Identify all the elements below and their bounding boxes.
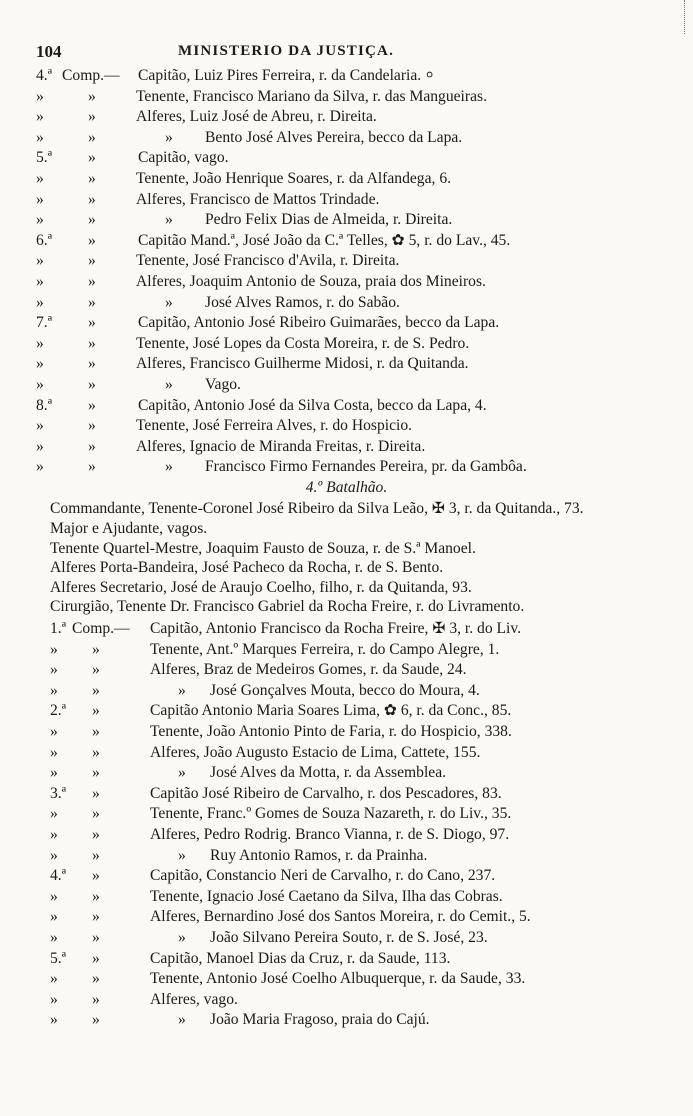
page-header [0, 42, 693, 64]
officer-entry: Tenente, José Francisco d'Avila, r. Direita. [136, 252, 400, 270]
company-number: 1.ª [50, 620, 66, 638]
roster-row [0, 722, 693, 743]
company-number: » [50, 764, 58, 782]
company-number: » [36, 375, 44, 393]
company-label: » [88, 355, 96, 373]
ditto-mark: » [165, 458, 173, 476]
officer-entry: Capitão, Constancio Neri de Carvalho, r. do Cano, 237. [150, 867, 496, 885]
ditto-mark: » [165, 211, 173, 229]
company-label: » [92, 784, 100, 802]
company-label: » [88, 396, 96, 414]
officer-entry: Tenente, João Henrique Soares, r. da Alfandega, 6. [136, 169, 452, 187]
roster-row [0, 375, 693, 396]
officer-entry: Alferes, vago. [150, 990, 238, 1008]
officer-entry: Alferes, Joaquim Antonio de Souza, praia dos Mineiros. [136, 272, 486, 290]
company-number: » [50, 640, 58, 658]
company-number: » [50, 887, 58, 905]
company-number: 2.ª [50, 702, 66, 720]
officer-entry: Tenente, João Antonio Pinto de Faria, r. do Hospicio, 338. [150, 723, 512, 740]
officer-entry: José Gonçalves Mouta, becco do Moura, 4. [210, 681, 480, 699]
company-label: » [92, 805, 100, 823]
company-number: » [50, 970, 58, 988]
battalion-heading-row [0, 478, 693, 499]
roster-row [0, 1010, 693, 1031]
company-number: 4.ª [50, 867, 66, 885]
officer-entry: Capitão José Ribeiro de Carvalho, r. dos Pescadores, 83. [150, 784, 502, 802]
company-label: » [88, 231, 96, 249]
officer-entry: Capitão, Luiz Pires Ferreira, r. da Candelaria. ⸰ [138, 67, 435, 84]
company-label: » [88, 272, 96, 290]
roster-row [0, 907, 693, 928]
roster-row [0, 107, 693, 128]
company-label: Comp.— [72, 620, 130, 638]
roster-row [0, 416, 693, 437]
staff-entry: Alferes Secretario, José de Araujo Coelho, filho, r. da Quitanda, 93. [50, 578, 472, 596]
ditto-mark: » [165, 293, 173, 311]
roster-row [0, 866, 693, 887]
roster-row [0, 396, 693, 417]
company-label: » [92, 887, 100, 905]
company-label: » [92, 764, 100, 782]
roster-row [0, 825, 693, 846]
officer-entry: Capitão, Antonio Francisco da Rocha Freire, ✠ 3, r. do Liv. [150, 620, 522, 638]
company-label: » [88, 169, 96, 187]
company-number: » [50, 825, 58, 843]
roster-row [0, 784, 693, 805]
staff-entry: Major e Ajudante, vagos. [50, 520, 208, 538]
roster-row [0, 334, 693, 355]
officer-entry: Capitão, Antonio José Ribeiro Guimarães, becco da Lapa. [138, 314, 500, 332]
officer-entry: Vago. [205, 375, 241, 393]
roster-row [0, 763, 693, 784]
officer-entry: Ruy Antonio Ramos, r. da Prainha. [210, 846, 428, 864]
officer-entry: Capitão Mand.ª, José João da C.ª Telles, ✿ 5, r. do Lav., 45. [138, 231, 511, 249]
roster-row [0, 190, 693, 211]
roster-row [0, 87, 693, 108]
company-number: » [36, 252, 44, 270]
company-label: » [88, 375, 96, 393]
company-label: » [92, 1011, 100, 1029]
company-label: » [92, 723, 100, 740]
officer-entry: Tenente, Antonio José Coelho Albuquerque, r. da Saude, 33. [150, 970, 526, 988]
company-number: » [50, 908, 58, 926]
company-number: » [50, 681, 58, 699]
company-number: » [36, 437, 44, 455]
margin-marks [684, 0, 691, 34]
roster-row [0, 743, 693, 764]
roster-row [0, 949, 693, 970]
roster [0, 66, 693, 1031]
company-label: » [88, 334, 96, 352]
company-number: 3.ª [50, 784, 66, 802]
company-number: » [36, 458, 44, 476]
roster-row [0, 990, 693, 1011]
roster-row [0, 619, 693, 640]
company-label: » [88, 87, 96, 105]
company-label: » [92, 908, 100, 926]
company-number: » [36, 87, 44, 105]
roster-row [0, 928, 693, 949]
company-number: 8.ª [36, 396, 52, 414]
company-number: » [36, 169, 44, 187]
roster-row [0, 660, 693, 681]
staff-entry: Alferes Porta-Bandeira, José Pacheco da Rocha, r. de S. Bento. [50, 559, 444, 577]
roster-row [0, 701, 693, 722]
company-number: » [50, 661, 58, 679]
officer-entry: Tenente, Franc.º Gomes de Souza Nazareth, r. do Liv., 35. [150, 805, 512, 823]
officer-entry: Bento José Alves Pereira, becco da Lapa. [205, 128, 463, 146]
staff-entry: Cirurgião, Tenente Dr. Francisco Gabriel da Rocha Freire, r. do Livramento. [50, 598, 525, 616]
battalion-heading: 4.º Batalhão. [305, 478, 388, 496]
officer-entry: José Alves Ramos, r. do Sabão. [205, 293, 400, 311]
officer-entry: Tenente, José Lopes da Costa Moreira, r. de S. Pedro. [136, 334, 470, 352]
officer-entry: Capitão, Antonio José da Silva Costa, becco da Lapa, 4. [138, 396, 487, 414]
company-number: » [36, 211, 44, 229]
company-label: » [92, 970, 100, 988]
roster-row [0, 887, 693, 908]
company-label: » [88, 458, 96, 476]
roster-row [0, 457, 693, 478]
company-label: » [92, 928, 100, 946]
officer-entry: Francisco Firmo Fernandes Pereira, pr. da Gambôa. [205, 458, 527, 476]
officer-entry: Tenente, José Ferreira Alves, r. do Hospicio. [136, 417, 413, 435]
company-label: » [88, 128, 96, 146]
company-label: » [88, 252, 96, 270]
company-number: » [36, 272, 44, 290]
company-number: » [50, 846, 58, 864]
officer-entry: Capitão, vago. [138, 149, 229, 167]
officer-entry: Alferes, Francisco Guilherme Midosi, r. da Quitanda. [136, 355, 469, 373]
section-3rd-battalion-companies [0, 66, 693, 478]
ditto-mark: » [178, 928, 186, 946]
company-label: » [92, 640, 100, 658]
officer-entry: Tenente, Ignacio José Caetano da Silva, Ilha das Cobras. [150, 887, 503, 905]
ditto-mark: » [178, 764, 186, 782]
roster-row [0, 681, 693, 702]
officer-entry: Alferes, Braz de Medeiros Gomes, r. da Saude, 24. [150, 661, 467, 679]
company-label: » [92, 743, 100, 761]
staff-entry: Commandante, Tenente-Coronel José Ribeiro da Silva Leão, ✠ 3, r. da Quitanda., 73. [50, 500, 584, 518]
officer-entry: João Silvano Pereira Souto, r. de S. José, 23. [210, 928, 488, 946]
company-number: 7.ª [36, 314, 52, 332]
company-label: » [88, 190, 96, 208]
officer-entry: Alferes, Luiz José de Abreu, r. Direita. [136, 108, 377, 126]
roster-row [0, 846, 693, 867]
officer-entry: Capitão, Manoel Dias da Cruz, r. da Saude, 113. [150, 949, 451, 967]
roster-row [0, 640, 693, 661]
company-label: Comp.— [62, 67, 120, 84]
company-number: » [36, 355, 44, 373]
company-label: » [88, 149, 96, 167]
roster-row [0, 66, 693, 87]
staff-entry: Tenente Quartel-Mestre, Joaquim Fausto de Souza, r. de S.ª Manoel. [50, 539, 476, 557]
roster-row [0, 437, 693, 458]
page-title: MINISTERIO DA JUSTIÇA. [178, 43, 395, 59]
officer-entry: João Maria Fragoso, praia do Cajú. [210, 1011, 430, 1029]
ditto-mark: » [178, 681, 186, 699]
company-number: 5.ª [36, 149, 52, 167]
ditto-mark: » [165, 375, 173, 393]
officer-entry: Alferes, Francisco de Mattos Trindade. [136, 190, 380, 208]
ditto-mark: » [165, 128, 173, 146]
company-label: » [92, 825, 100, 843]
roster-row [0, 210, 693, 231]
company-number: » [36, 417, 44, 435]
roster-row [0, 231, 693, 252]
officer-entry: Alferes, Pedro Rodrig. Branco Vianna, r. de S. Diogo, 97. [150, 825, 510, 843]
company-label: » [88, 417, 96, 435]
company-label: » [88, 108, 96, 126]
company-number: 4.ª [36, 67, 52, 84]
company-number: » [36, 334, 44, 352]
battalion-staff [0, 499, 693, 617]
ditto-mark: » [178, 846, 186, 864]
company-number: » [36, 128, 44, 146]
company-number: » [36, 293, 44, 311]
roster-row [0, 354, 693, 375]
officer-entry: Capitão Antonio Maria Soares Lima, ✿ 6, r. da Conc., 85. [150, 702, 512, 720]
company-number: » [50, 928, 58, 946]
company-label: » [88, 314, 96, 332]
officer-entry: Alferes, Ignacio de Miranda Freitas, r. Direita. [136, 437, 426, 455]
company-label: » [92, 949, 100, 967]
company-label: » [92, 681, 100, 699]
ditto-mark: » [178, 1011, 186, 1029]
officer-entry: Alferes, João Augusto Estacio de Lima, Cattete, 155. [150, 743, 481, 761]
company-label: » [92, 702, 100, 720]
officer-entry: Alferes, Bernardino José dos Santos Moreira, r. do Cemit., 5. [150, 908, 531, 926]
company-label: » [88, 211, 96, 229]
company-number: » [36, 108, 44, 126]
company-number: » [50, 743, 58, 761]
officer-entry: Tenente, Francisco Mariano da Silva, r. das Mangueiras. [136, 87, 487, 105]
company-number: » [50, 1011, 58, 1029]
roster-row [0, 969, 693, 990]
company-label: » [92, 867, 100, 885]
company-number: 5.ª [50, 949, 66, 967]
page-number: 104 [36, 42, 62, 61]
roster-row [0, 169, 693, 190]
company-label: » [92, 990, 100, 1008]
section-4th-battalion-companies [0, 619, 693, 1031]
company-label: » [92, 846, 100, 864]
roster-row [0, 313, 693, 334]
roster-row [0, 293, 693, 314]
company-label: » [92, 661, 100, 679]
company-number: » [50, 990, 58, 1008]
company-label: » [88, 437, 96, 455]
officer-entry: José Alves da Motta, r. da Assemblea. [210, 764, 447, 782]
roster-row [0, 148, 693, 169]
officer-entry: Tenente, Ant.º Marques Ferreira, r. do Campo Alegre, 1. [150, 640, 500, 658]
company-number: » [50, 723, 58, 740]
company-number: » [36, 190, 44, 208]
company-number: 6.ª [36, 231, 52, 249]
company-label: » [88, 293, 96, 311]
officer-entry: Pedro Felix Dias de Almeida, r. Direita. [205, 211, 453, 229]
roster-row [0, 804, 693, 825]
roster-row [0, 272, 693, 293]
roster-row [0, 128, 693, 149]
roster-row [0, 251, 693, 272]
company-number: » [50, 805, 58, 823]
